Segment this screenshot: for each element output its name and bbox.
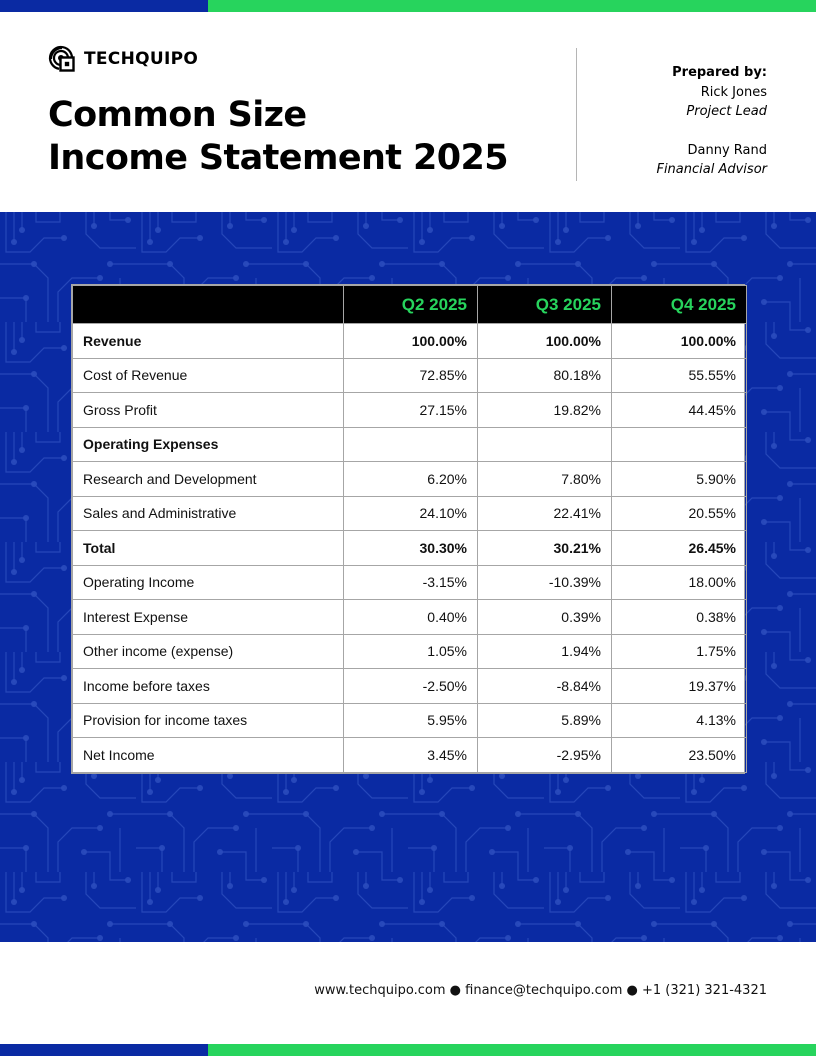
row-label: Income before taxes	[73, 669, 344, 704]
table-row	[73, 565, 747, 600]
row-label: Sales and Administrative	[73, 496, 344, 531]
prepared-by-block	[656, 63, 767, 180]
company-logo	[48, 45, 198, 73]
page-title-line-2: Income Statement 2025	[48, 138, 509, 178]
row-label: Operating Income	[73, 565, 344, 600]
row-label: Gross Profit	[73, 393, 344, 428]
separator-dot: ●	[626, 983, 638, 998]
row-value: 3.45%	[344, 738, 478, 773]
row-value: 18.00%	[612, 565, 747, 600]
row-label: Interest Expense	[73, 600, 344, 635]
row-label: Research and Development	[73, 462, 344, 497]
table-row	[73, 600, 747, 635]
row-value: 7.80%	[478, 462, 612, 497]
row-label: Other income (expense)	[73, 634, 344, 669]
row-value: 1.94%	[478, 634, 612, 669]
signal-chip-icon	[48, 45, 76, 73]
row-value: -10.39%	[478, 565, 612, 600]
page-title	[48, 94, 508, 180]
table-row	[73, 496, 747, 531]
row-label: Revenue	[73, 324, 344, 359]
row-label: Provision for income taxes	[73, 703, 344, 738]
row-value: 24.10%	[344, 496, 478, 531]
prepared-by-label: Prepared by:	[672, 65, 767, 80]
separator-dot: ●	[449, 983, 461, 998]
row-value: 6.20%	[344, 462, 478, 497]
table-row	[73, 427, 747, 462]
row-value: 80.18%	[478, 358, 612, 393]
row-value: 19.82%	[478, 393, 612, 428]
header-divider	[576, 48, 577, 181]
row-value: 26.45%	[612, 531, 747, 566]
row-value	[612, 427, 747, 462]
row-label: Operating Expenses	[73, 427, 344, 462]
row-value: -2.95%	[478, 738, 612, 773]
table-row	[73, 462, 747, 497]
website-link[interactable]: www.techquipo.com	[314, 983, 446, 998]
row-value: -3.15%	[344, 565, 478, 600]
row-value: 19.37%	[612, 669, 747, 704]
table-row	[73, 669, 747, 704]
row-value: -8.84%	[478, 669, 612, 704]
table-row	[73, 531, 747, 566]
preparer-role: Project Lead	[686, 104, 767, 119]
table-row	[73, 738, 747, 773]
row-value: 0.40%	[344, 600, 478, 635]
phone-number: +1 (321) 321-4321	[642, 983, 767, 998]
top-accent-bar	[0, 0, 816, 12]
table-header-row	[73, 286, 747, 324]
row-value: 4.13%	[612, 703, 747, 738]
row-value: 1.05%	[344, 634, 478, 669]
table-row	[73, 324, 747, 359]
row-value: 20.55%	[612, 496, 747, 531]
bottom-accent-bar	[0, 1044, 816, 1056]
bottom-accent-green	[208, 1044, 816, 1056]
email-link[interactable]: finance@techquipo.com	[465, 983, 623, 998]
row-value: 0.39%	[478, 600, 612, 635]
row-label: Net Income	[73, 738, 344, 773]
brand-name: TECHQUIPO	[84, 49, 199, 69]
row-value: 100.00%	[478, 324, 612, 359]
table-row	[73, 358, 747, 393]
row-value: 100.00%	[344, 324, 478, 359]
table-row	[73, 634, 747, 669]
row-value: 23.50%	[612, 738, 747, 773]
top-accent-green	[208, 0, 816, 12]
preparer-name: Danny Rand	[687, 142, 767, 158]
row-value: 44.45%	[612, 393, 747, 428]
column-header	[73, 286, 344, 324]
column-header-q2: Q2 2025	[344, 286, 478, 324]
row-value: 0.38%	[612, 600, 747, 635]
preparer-role: Financial Advisor	[656, 162, 767, 177]
row-value: 1.75%	[612, 634, 747, 669]
column-header-q3: Q3 2025	[478, 286, 612, 324]
bottom-accent-blue	[0, 1044, 208, 1056]
contact-footer	[314, 983, 767, 998]
row-value: -2.50%	[344, 669, 478, 704]
row-value: 5.89%	[478, 703, 612, 738]
row-label: Cost of Revenue	[73, 358, 344, 393]
row-value: 5.95%	[344, 703, 478, 738]
top-accent-blue	[0, 0, 208, 12]
column-header-q4: Q4 2025	[612, 286, 747, 324]
table-row	[73, 703, 747, 738]
row-value: 27.15%	[344, 393, 478, 428]
row-value: 55.55%	[612, 358, 747, 393]
row-value: 5.90%	[612, 462, 747, 497]
preparer-name: Rick Jones	[700, 84, 767, 100]
row-value: 72.85%	[344, 358, 478, 393]
income-statement-table	[71, 284, 745, 774]
row-value: 22.41%	[478, 496, 612, 531]
page-title-line-1: Common Size	[48, 95, 307, 135]
row-value: 100.00%	[612, 324, 747, 359]
row-value: 30.21%	[478, 531, 612, 566]
row-value	[344, 427, 478, 462]
row-value	[478, 427, 612, 462]
table-row	[73, 393, 747, 428]
row-label: Total	[73, 531, 344, 566]
row-value: 30.30%	[344, 531, 478, 566]
